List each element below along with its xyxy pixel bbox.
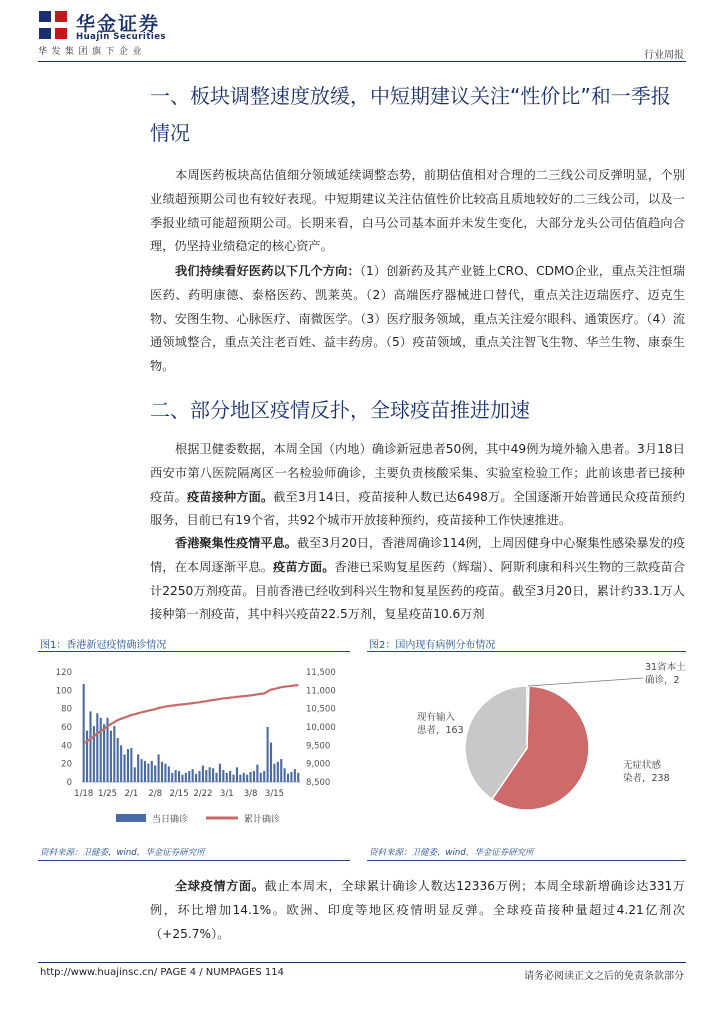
daily-cases-bar (284, 768, 286, 782)
daily-cases-bar (250, 772, 252, 782)
x-axis-tick-label: 3/1 (219, 789, 234, 799)
case-distribution-pie (367, 656, 686, 842)
daily-cases-bar (192, 769, 194, 782)
daily-cases-bar (256, 765, 258, 782)
daily-cases-bar (83, 684, 85, 782)
x-axis-tick-label: 2/22 (193, 789, 213, 799)
footer-disclaimer: 请务必阅读正文之后的免责条款部分 (524, 971, 684, 982)
daily-cases-bar (123, 755, 125, 783)
paragraph-4-lead: 香港聚集性疫情平息。 (175, 536, 297, 550)
right-axis-tick-label: 8,500 (306, 778, 331, 788)
paragraph-2-lead: 我们持续看好医药以下几个方向： (175, 264, 360, 278)
daily-cases-bar (222, 770, 224, 782)
right-axis-tick-label: 9,500 (306, 741, 331, 752)
paragraph-5-body: 截止本周末，全球累计确诊人数达12336万例；本周全球新增确诊达331万例，环比增加14.1%。欧洲、印度等地区疫情明显反弹。全球疫苗接种量超过4.21亿剂次（+25.7%）。 (150, 879, 685, 941)
paragraph-4 (150, 532, 685, 627)
daily-cases-bar (185, 773, 187, 782)
paragraph-3-a: 根据卫健委数据，本周全国（内地）确诊新冠患者50例，其中49例为境外输入患者。3月18日西安市第八医院隔离区一名检验师确诊，主要负责核酸采集、实验室检验工作；此前该患者已接种疫苗。 (150, 442, 685, 504)
daily-cases-bar (229, 771, 231, 782)
daily-cases-bar (168, 766, 170, 782)
daily-cases-bar (226, 773, 228, 782)
hk-cases-chart (38, 656, 350, 842)
left-axis-tick-label: 0 (66, 778, 72, 788)
daily-cases-bar (110, 731, 112, 782)
daily-cases-bar (215, 773, 217, 782)
daily-cases-bar (202, 766, 204, 783)
paragraph-3-lead: 疫苗接种方面。 (186, 489, 274, 504)
figure-1-source: 资料来源：卫健委，wind，华金证券研究所 (40, 848, 205, 858)
figure-2-divider (367, 651, 686, 652)
right-axis-tick-label: 10,500 (306, 704, 336, 715)
right-axis-tick-label: 9,000 (306, 759, 331, 770)
daily-cases-bar (178, 771, 180, 782)
right-axis-tick-label: 10,000 (306, 723, 336, 733)
daily-cases-bar (171, 773, 173, 782)
daily-cases-bar (158, 755, 160, 783)
section-heading-1: 一、板块调整速度放缓，中短期建议关注“性价比”和一季报情况 (150, 84, 671, 145)
daily-cases-bar (267, 727, 269, 782)
left-axis-tick-label: 100 (55, 686, 72, 697)
legend-daily-swatch (116, 814, 146, 822)
daily-cases-bar (253, 771, 255, 782)
logo-icon (38, 10, 68, 40)
right-axis-tick-label: 11,500 (306, 668, 336, 678)
daily-cases-bar (277, 762, 279, 782)
left-axis-tick-label: 80 (61, 704, 72, 715)
daily-cases-bar (134, 767, 136, 782)
section-heading-2: 二、部分地区疫情反扑，全球疫苗推进加速 (150, 398, 530, 422)
daily-cases-bar (96, 713, 98, 782)
daily-cases-bar (290, 772, 292, 782)
x-axis-tick-label: 3/15 (264, 789, 284, 799)
x-axis-tick-label: 2/8 (148, 789, 163, 799)
daily-cases-bar (212, 768, 214, 782)
figure-2-title: 图2：国内现有病例分布情况 (369, 640, 496, 651)
paragraph-3-b: 截至3月14日，疫苗接种人数已达6498万。全国逐渐开始普通民众疫苗预约服务，目前已有19个省，共92个城市开放接种预约，疫苗接种工作快速推进。 (150, 489, 686, 528)
pie-leader-line (528, 678, 643, 686)
daily-cases-bar (198, 771, 200, 782)
daily-cases-bar (161, 762, 163, 782)
paragraph-4-b: 香港已采购复星医药（辉瑞）、阿斯利康和科兴生物的三款疫苗合计2250万剂疫苗。目前香港已经收到科兴生物和复星医药的疫苗。截至3月20日，累计约33.1万人接种第一剂疫苗，其中科兴疫苗22.5万剂，复星疫苗10.6万剂 (150, 559, 686, 622)
daily-cases-bar (209, 767, 211, 782)
daily-cases-bar (117, 738, 119, 782)
sub-brand: 华发集团旗下企业 (38, 47, 147, 57)
daily-cases-bar (181, 775, 183, 782)
daily-cases-bar (130, 748, 132, 782)
daily-cases-bar (260, 773, 262, 782)
daily-cases-bar (100, 718, 102, 782)
paragraph-1: 本周医药板块高估值细分领域延续调整态势，前期估值相对合理的二三线公司反弹明显，个别业绩超预期公司也有较好表现。中短期建议关注估值性价比较高且质地较好的二三线公司，以及一季报业绩可能超预期公司。长期来看，白马公司基本面并未发生变化，大部分龙头公司估值趋向合理，仍坚持业绩稳定的核心资产。 (150, 168, 685, 254)
right-axis-tick-label: 11,000 (306, 686, 336, 697)
daily-cases-bar (113, 726, 115, 782)
brand-name-en: Huajin Securities (76, 32, 167, 42)
pie-label-line-2: 患者，163 (417, 725, 464, 736)
daily-cases-bar (232, 775, 234, 782)
brand-name-cn: 华金证券 (76, 13, 161, 35)
x-axis-tick-label: 3/8 (243, 789, 258, 799)
pie-label-line-1: 现有输入 (417, 712, 456, 723)
daily-cases-bar (127, 749, 129, 782)
legend-daily-label: 当日确诊 (152, 815, 189, 825)
paragraph-2-body: （1）创新药及其产业链上CRO、CDMO企业，重点关注恒瑞医药、药明康德、泰格医药、凯莱英。（2）高端医疗器械进口替代，重点关注迈瑞医疗、迈克生物、安图生物、心脉医疗、南微医学。（3）医疗服务领域，重点关注爱尔眼科、通策医疗。（4）流通领域整合，重点关注老百姓、益丰药房。（5）疫苗领域，重点关注智飞生物、华兰生物、康泰生物。 (150, 264, 685, 374)
daily-cases-bar (175, 770, 177, 782)
paragraph-4-lead-2: 疫苗方面。 (273, 559, 335, 574)
pie-label-line-1: 无症状感 (623, 760, 662, 771)
paragraph-4-a: 截至3月20日，香港周确诊114例，上周因健身中心聚集性感染暴发的疫情，在本周逐渐平息。 (150, 536, 686, 574)
report-type: 行业周报 (644, 50, 684, 61)
paragraph-2 (150, 260, 685, 379)
legend-cumulative-label: 累计确诊 (244, 815, 281, 825)
header-divider (38, 61, 686, 62)
daily-cases-bar (219, 764, 221, 782)
figure-1-title: 图1：香港新冠疫情确诊情况 (40, 640, 167, 651)
daily-cases-bar (147, 764, 149, 782)
figure-2-source-divider (367, 860, 686, 861)
footer-page-info: http://www.huajinsc.cn/ PAGE 4 / NUMPAGES 114 (40, 967, 284, 978)
pie-label-line-2: 确诊，2 (645, 675, 680, 686)
daily-cases-bar (137, 755, 139, 783)
daily-cases-bar (151, 761, 153, 782)
daily-cases-bar (273, 764, 275, 782)
cumulative-cases-line (84, 685, 299, 743)
daily-cases-bar (243, 773, 245, 782)
paragraph-5-lead: 全球疫情方面。 (175, 879, 265, 893)
daily-cases-bar (103, 724, 105, 782)
left-axis-tick-label: 40 (61, 741, 72, 752)
daily-cases-bar (287, 774, 289, 782)
pie-label-line-1: 31省本土 (645, 662, 686, 673)
daily-cases-bar (263, 771, 265, 782)
daily-cases-bar (86, 731, 88, 782)
pie-label-line-2: 染者，238 (623, 773, 670, 784)
daily-cases-bar (188, 771, 190, 782)
daily-cases-bar (154, 766, 156, 783)
daily-cases-bar (144, 761, 146, 782)
figure-1-source-divider (38, 860, 350, 861)
x-axis-tick-label: 1/25 (98, 789, 118, 799)
daily-cases-bar (205, 770, 207, 782)
daily-cases-bar (297, 773, 299, 782)
x-axis-tick-label: 2/15 (169, 789, 189, 799)
figure-2-source: 资料来源：卫健委，wind，华金证券研究所 (369, 848, 534, 858)
left-axis-tick-label: 60 (61, 723, 72, 733)
daily-cases-bar (280, 759, 282, 782)
figure-1-divider (38, 651, 350, 652)
left-axis-tick-label: 20 (61, 759, 72, 770)
left-axis-tick-label: 120 (55, 668, 72, 678)
daily-cases-bar (195, 774, 197, 782)
daily-cases-bar (270, 743, 272, 782)
daily-cases-bar (239, 775, 241, 782)
daily-cases-bar (236, 767, 238, 782)
daily-cases-bar (120, 745, 122, 782)
daily-cases-bar (246, 775, 248, 782)
daily-cases-bar (141, 759, 143, 782)
paragraph-5 (150, 875, 685, 946)
daily-cases-bar (89, 711, 91, 782)
x-axis-tick-label: 2/1 (124, 789, 139, 799)
daily-cases-bar (294, 769, 296, 782)
x-axis-tick-label: 1/18 (74, 789, 94, 799)
paragraph-3 (150, 438, 685, 533)
footer-divider (38, 962, 686, 963)
daily-cases-bar (164, 764, 166, 782)
